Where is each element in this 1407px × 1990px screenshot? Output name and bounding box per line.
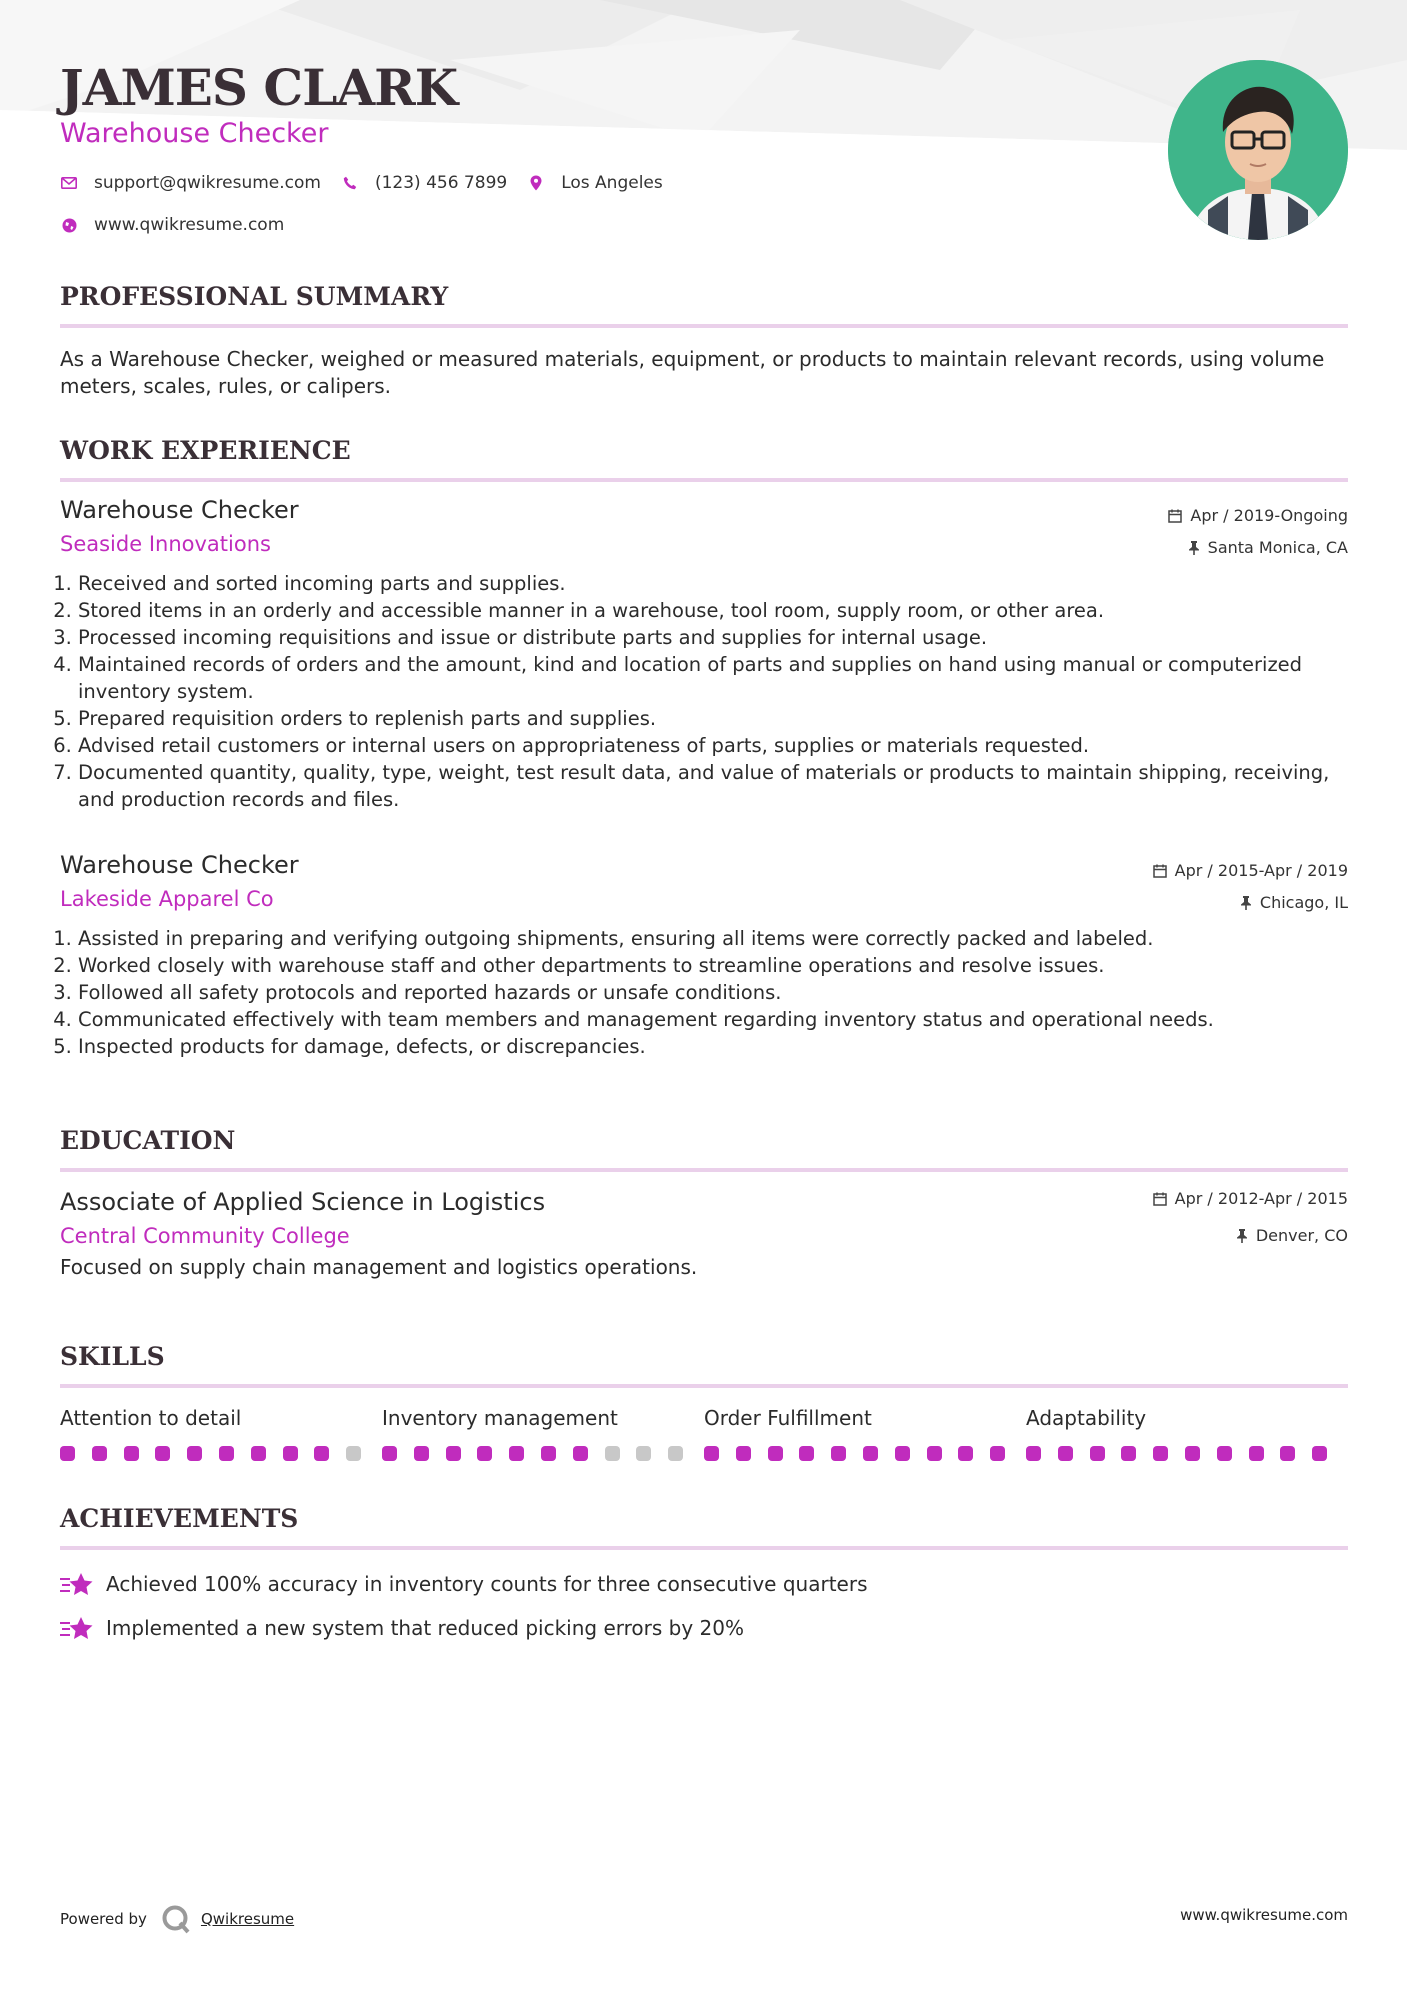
phone-number[interactable]: (123) 456 7899: [374, 173, 508, 193]
duty-item: 5. Prepared requisition orders to replenish parts and supplies.: [78, 705, 1348, 732]
skill-dot-filled: [1090, 1446, 1105, 1461]
duty-item: 7. Documented quantity, quality, type, weight, test result data, and value of materials or products to maintain shipping, receiving, and production records and files.: [78, 759, 1348, 813]
skill-name: Order Fulfillment: [704, 1406, 872, 1430]
job-dates: [1153, 861, 1348, 880]
skill-dot-filled: [573, 1446, 588, 1461]
skill-rating: [382, 1446, 704, 1461]
skill-dot-filled: [1280, 1446, 1295, 1461]
skill-dot-filled: [446, 1446, 461, 1461]
skill-dot-filled: [831, 1446, 846, 1461]
job-location-text: Santa Monica, CA: [1207, 538, 1348, 557]
skill-dot-filled: [155, 1446, 170, 1461]
skill-dot-filled: [1153, 1446, 1168, 1461]
duty-item: 4. Maintained records of orders and the amount, kind and location of parts and supplies on hand using manual or computerized inventory system.: [78, 651, 1348, 705]
skill-dot-filled: [283, 1446, 298, 1461]
skill-item: [704, 1406, 1026, 1461]
pushpin-icon: [1236, 1229, 1248, 1243]
skill-dot-filled: [382, 1446, 397, 1461]
section-divider: [60, 1546, 1348, 1550]
skill-dot-filled: [768, 1446, 783, 1461]
skill-dot-filled: [477, 1446, 492, 1461]
footer-powered-by: [60, 1904, 294, 1934]
skill-dot-filled: [1058, 1446, 1073, 1461]
skill-item: [1026, 1406, 1348, 1461]
skill-item: [382, 1406, 704, 1461]
skill-dot-filled: [1217, 1446, 1232, 1461]
duties-list: [60, 925, 1348, 1060]
website-link[interactable]: www.qwikresume.com: [94, 215, 285, 235]
job-dates: [1168, 506, 1348, 525]
pushpin-icon: [1240, 896, 1252, 910]
skill-dot-filled: [895, 1446, 910, 1461]
job-dates-text: Apr / 2015-Apr / 2019: [1174, 861, 1348, 880]
education-dates-text: Apr / 2012-Apr / 2015: [1174, 1189, 1348, 1208]
duty-item: 3. Processed incoming requisitions and issue or distribute parts and supplies for internal usage.: [78, 624, 1348, 651]
candidate-role: Warehouse Checker: [60, 118, 329, 149]
achievement-item: [60, 1606, 1348, 1650]
skill-rating: [1026, 1446, 1348, 1461]
achievements-heading: ACHIEVEMENTS: [60, 1504, 299, 1533]
job-location-text: Chicago, IL: [1259, 893, 1348, 912]
skills-grid: [60, 1406, 1348, 1461]
education-entry: [60, 1188, 1348, 1281]
skill-dot-filled: [927, 1446, 942, 1461]
job-entry: [60, 496, 1348, 813]
summary-text: As a Warehouse Checker, weighed or measured materials, equipment, or products to maintain relevant records, using volume meters, scales, rules, or calipers.: [60, 347, 1325, 398]
skills-heading: SKILLS: [60, 1342, 165, 1371]
calendar-icon: [1168, 509, 1182, 523]
skill-dot-filled: [314, 1446, 329, 1461]
skill-dot-filled: [414, 1446, 429, 1461]
skill-dot-filled: [958, 1446, 973, 1461]
email-link[interactable]: support@qwikresume.com: [94, 173, 321, 193]
skill-item: [60, 1406, 382, 1461]
skill-dot-filled: [187, 1446, 202, 1461]
envelope-icon: [60, 174, 78, 192]
skill-name: Attention to detail: [60, 1406, 242, 1430]
achievement-text: Implemented a new system that reduced picking errors by 20%: [106, 1616, 745, 1640]
skill-dot-filled: [799, 1446, 814, 1461]
degree-title: Associate of Applied Science in Logistics: [60, 1188, 546, 1216]
education-dates: [1153, 1189, 1348, 1208]
skill-dot-empty: [668, 1446, 683, 1461]
footer-url-link[interactable]: www.qwikresume.com: [1180, 1906, 1348, 1924]
achievements-section: [60, 1504, 1348, 1650]
skill-dot-filled: [509, 1446, 524, 1461]
skill-dot-filled: [863, 1446, 878, 1461]
skill-dot-filled: [124, 1446, 139, 1461]
qwikresume-logo-icon: [161, 1904, 191, 1934]
location-text: Los Angeles: [561, 173, 663, 193]
skill-dot-filled: [60, 1446, 75, 1461]
contact-row-2: [60, 215, 304, 235]
powered-by-label: Powered by: [60, 1910, 147, 1928]
education-description: Focused on supply chain management and logistics operations.: [60, 1255, 698, 1279]
candidate-name: JAMES CLARK: [60, 58, 458, 117]
duty-item: 1. Received and sorted incoming parts and supplies.: [78, 570, 1348, 597]
company-name: Lakeside Apparel Co: [60, 887, 274, 911]
skill-dot-empty: [605, 1446, 620, 1461]
skill-dot-empty: [346, 1446, 361, 1461]
achievements-list: [60, 1562, 1348, 1650]
skill-dot-filled: [1026, 1446, 1041, 1461]
map-pin-icon: [527, 174, 545, 192]
duties-list: [60, 570, 1348, 813]
skill-dot-filled: [704, 1446, 719, 1461]
globe-icon: [60, 216, 78, 234]
school-name: Central Community College: [60, 1224, 350, 1248]
skill-dot-filled: [541, 1446, 556, 1461]
job-title: Warehouse Checker: [60, 496, 299, 524]
job-dates-text: Apr / 2019-Ongoing: [1190, 506, 1348, 525]
education-section: [60, 1126, 1348, 1172]
skill-rating: [704, 1446, 1026, 1461]
skill-dot-empty: [636, 1446, 651, 1461]
qwikresume-brand-link[interactable]: Qwikresume: [200, 1910, 295, 1928]
achievement-item: [60, 1562, 1348, 1606]
avatar: [1168, 60, 1348, 240]
skill-dot-filled: [251, 1446, 266, 1461]
skill-dot-filled: [219, 1446, 234, 1461]
skill-name: Inventory management: [382, 1406, 618, 1430]
skill-dot-filled: [736, 1446, 751, 1461]
phone-icon: [341, 174, 359, 192]
duty-item: 4. Communicated effectively with team members and management regarding inventory status and operational needs.: [78, 1006, 1348, 1033]
skill-rating: [60, 1446, 382, 1461]
job-entry: [60, 851, 1348, 1060]
skill-dot-filled: [1121, 1446, 1136, 1461]
duty-item: 2. Stored items in an orderly and accessible manner in a warehouse, tool room, supply room, or other area.: [78, 597, 1348, 624]
summary-heading: PROFESSIONAL SUMMARY: [60, 282, 449, 311]
calendar-icon: [1153, 864, 1167, 878]
education-location-text: Denver, CO: [1255, 1226, 1348, 1245]
duty-item: 2. Worked closely with warehouse staff and other departments to streamline operations and resolve issues.: [78, 952, 1348, 979]
skill-name: Adaptability: [1026, 1406, 1147, 1430]
skill-dot-filled: [1185, 1446, 1200, 1461]
contact-row-1: [60, 173, 683, 193]
summary-section: [60, 282, 1348, 400]
company-name: Seaside Innovations: [60, 532, 271, 556]
education-heading: EDUCATION: [60, 1126, 236, 1155]
section-divider: [60, 1384, 1348, 1388]
experience-heading: WORK EXPERIENCE: [60, 436, 351, 465]
achievement-text: Achieved 100% accuracy in inventory counts for three consecutive quarters: [106, 1572, 868, 1596]
skill-dot-filled: [1249, 1446, 1264, 1461]
job-location: [1188, 538, 1348, 557]
section-divider: [60, 478, 1348, 482]
calendar-icon: [1153, 1192, 1167, 1206]
duty-item: 3. Followed all safety protocols and reported hazards or unsafe conditions.: [78, 979, 1348, 1006]
star-icon: [60, 1615, 96, 1641]
section-divider: [60, 1168, 1348, 1172]
star-icon: [60, 1571, 96, 1597]
pushpin-icon: [1188, 541, 1200, 555]
skill-dot-filled: [1312, 1446, 1327, 1461]
skill-dot-filled: [92, 1446, 107, 1461]
education-location: [1236, 1226, 1348, 1245]
job-title: Warehouse Checker: [60, 851, 299, 879]
skills-section: [60, 1342, 1348, 1461]
section-divider: [60, 324, 1348, 328]
duty-item: 1. Assisted in preparing and verifying outgoing shipments, ensuring all items were correctly packed and labeled.: [78, 925, 1348, 952]
duty-item: 5. Inspected products for damage, defects, or discrepancies.: [78, 1033, 1348, 1060]
skill-dot-filled: [990, 1446, 1005, 1461]
experience-section: [60, 436, 1348, 482]
duty-item: 6. Advised retail customers or internal users on appropriateness of parts, supplies or materials requested.: [78, 732, 1348, 759]
job-location: [1240, 893, 1348, 912]
